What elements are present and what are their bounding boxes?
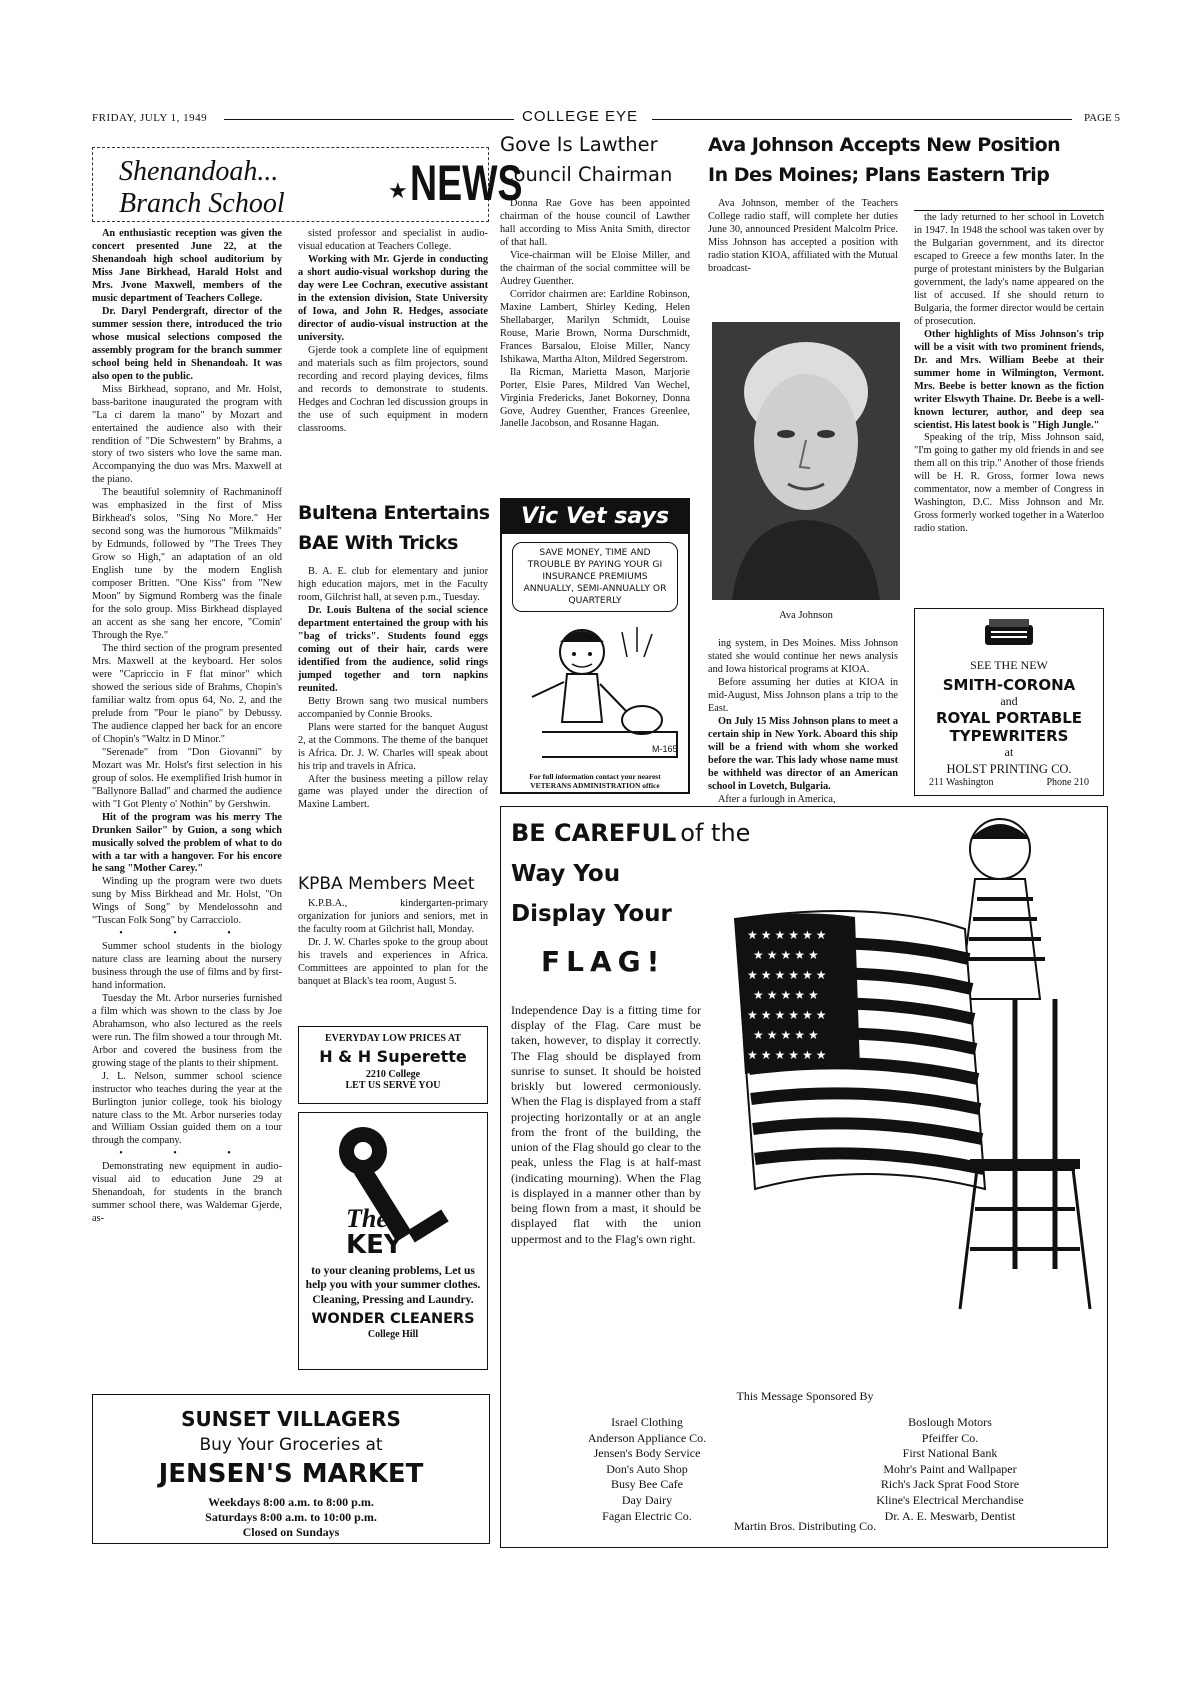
ad-hours: Weekdays 8:00 a.m. to 8:00 p.m. <box>208 1495 374 1509</box>
sponsor-name: Martin Bros. Distributing Co. <box>733 1519 877 1533</box>
ad-phone: Phone 210 <box>1046 777 1089 788</box>
key-logo-key: KEY <box>346 1230 403 1260</box>
sponsor-name: Jensen's Body Service <box>593 1446 701 1461</box>
bultena-article <box>298 566 488 858</box>
paragraph: Ava Johnson, member of the Teachers College radio staff, will complete her duties June 30, announced President Malcolm Price. Miss Johnson has accepted a position with radio station KIOA, affiliated with the Mutual broadcast- <box>708 198 898 274</box>
headline-line: Bultena Entertains <box>298 502 490 524</box>
paragraph: Tuesday the Mt. Arbor nurseries furnished a film which was shown to the class by Joe Abrahamson, who also lectured as the reels were run. The film showed a tour through Mt. Arbor and covered the business from the growing stage of the plants to their shipment. <box>92 992 282 1069</box>
ad-line: SEE THE NEW <box>970 658 1048 672</box>
headline-line: Gove Is Lawther <box>500 133 658 156</box>
paragraph: Donna Rae Gove has been appointed chairman of the house council of Lawther hall according to Miss Anita Smith, director of that hall. <box>500 198 690 248</box>
paragraph: Miss Birkhead, soprano, and Mr. Holst, bass-baritone inaugurated the program with "La ci darem la mano" by Mozart and entertained the audience also with their rendition of "Die Schwestern" by Brahms, a story of two sisters who love the same man. Accompanying the duo was Mrs. Maxwell at the piano. <box>92 383 282 486</box>
masthead-line1: Shenandoah... <box>119 156 279 187</box>
ad-place: College Hill <box>367 1329 419 1341</box>
header-rule <box>224 119 514 120</box>
sponsor-list-right <box>825 1415 1075 1524</box>
paragraph: Dr. Daryl Pendergraft, director of the summer session there, introduced the trio whose musical selections composed the assembly program for the branch summer school being held in Shenandoah. It was also open to the public. <box>92 305 282 382</box>
page-header <box>92 108 1120 126</box>
sponsor-name: Boslough Motors <box>908 1415 992 1429</box>
photo-caption: Ava Johnson <box>779 610 833 621</box>
paragraph: Other highlights of Miss Johnson's trip will be a visit with two prominent friends, Dr. and Mrs. William Beebe at their summer home in Wilmington, Vermont. Mrs. Beebe is better known as the fiction writer Elswyth Thaine. Dr. Beebe is a well-known lecturer, author, and deep sea scientist. His latest book is "High Jungle." <box>914 328 1104 431</box>
shenandoah-masthead <box>92 147 523 222</box>
shenandoah-article-col1 <box>92 228 282 1405</box>
paragraph: Demonstrating new equipment in audio-visual aid to education June 29 at Shenandoah, for students in the branch summer school there, was Waldemar Gjerde, as- <box>92 1161 282 1224</box>
paragraph: Before assuming her duties at KIOA in mid-August, Miss Johnson plans a trip to the East. <box>708 676 898 714</box>
headline-line: In Des Moines; Plans Eastern Trip <box>708 164 1050 186</box>
paragraph: The third section of the program presented Mrs. Maxwell at the keyboard. Her solos were "Capriccio in F flat minor" which showed the serious side of Brahms, Chopin's familiar waltz from opus 64, No. 2, and the prelude from "Pour le piano" by Debussy. The audience clapped her back for an encore of Chopin's "Waltz in D Minor." <box>92 643 282 745</box>
bultena-headline <box>298 498 490 558</box>
sponsor-name: Kline's Electrical Merchandise <box>876 1492 1024 1507</box>
superette-ad <box>298 1026 488 1104</box>
sponsor-name: Pfeiffer Co. <box>921 1430 979 1445</box>
separator-dots: • • • <box>119 1148 255 1160</box>
key-logo-the: The <box>346 1204 388 1233</box>
ad-store-name: JENSEN'S MARKET <box>158 1459 424 1489</box>
headline-part: Way You <box>511 861 621 887</box>
header-date: FRIDAY, JULY 1, 1949 <box>92 112 208 124</box>
ad-store-name: H & H Superette <box>319 1047 467 1066</box>
ad-line: EVERYDAY LOW PRICES AT <box>324 1033 462 1044</box>
ad-title: Vic Vet says <box>502 500 688 534</box>
masthead-line2: Branch School <box>119 188 285 219</box>
sponsor-name: Mohr's Paint and Wallpaper <box>883 1461 1017 1476</box>
paragraph: Speaking of the trip, Miss Johnson said, "I'm going to gather my old friends in and see them all on this trip." Another of those friends will be H. R. Gross, former Iowa news commentator, now a member of Congress in Washington, D.C. Miss Johnson and Mr. Gross formerly worked together in a Waterloo radio station. <box>914 432 1104 535</box>
ad-code: M-165 <box>652 743 678 754</box>
ad-line: Buy Your Groceries at <box>199 1435 383 1455</box>
masthead-news: NEWS <box>410 155 523 211</box>
sponsor-name: Busy Bee Cafe <box>611 1477 683 1492</box>
star-icon: ★ <box>388 178 408 203</box>
ad-footer: For full information contact your nearest <box>529 772 661 781</box>
ad-store-name: HOLST PRINTING CO. <box>946 762 1072 776</box>
sponsor-name: Day Dairy <box>621 1492 673 1507</box>
kpba-article <box>298 898 488 1016</box>
sponsor-name: Fagan Electric Co. <box>602 1508 692 1523</box>
sponsor-list-left <box>537 1415 757 1524</box>
paragraph: "Serenade" from "Don Giovanni" by Mozart was Mr. Holst's first selection in his group of solos. He exemplified Irish humor in "Ballynore Ballad" and charmed the audience with "I Got Plenty o' Nothin" by Gershwin. <box>92 746 282 810</box>
paragraph: ing system, in Des Moines. Miss Johnson stated she would continue her news analysis and Iowa historical programs at KIOA. <box>708 638 898 675</box>
shenandoah-article-col2 <box>298 228 488 488</box>
sponsor-name: Dr. A. E. Meswarb, Dentist <box>884 1508 1016 1523</box>
svg-text:★ ★ ★ ★ ★: ★ ★ ★ ★ ★ <box>753 988 819 1002</box>
svg-text:★ ★ ★ ★ ★ ★: ★ ★ ★ ★ ★ ★ <box>747 928 827 942</box>
paragraph: Betty Brown sang two musical numbers accompanied by Connie Brooks. <box>298 695 488 720</box>
ad-brand: TYPEWRITERS <box>949 727 1069 745</box>
headline-part: of the <box>680 819 751 847</box>
paragraph: K.P.B.A., kindergarten-primary organization for juniors and seniors, met in the faculty room at Gilchrist hall, Monday. <box>298 898 488 935</box>
paragraph: the lady returned to her school in Lovetch in 1947. In 1948 the school was taken over by the Bulgarian government, and its director escaped to Greece a few months later. In the purge of protestant ministers by the Bulgarian government, the lady's name appeared on the list of accused. If she should return to Bulgaria, the former director would be certain of prosecution. <box>914 212 1104 327</box>
separator-dots: • • • <box>119 928 255 940</box>
headline-part: Display Your <box>511 901 672 927</box>
gove-article <box>500 198 690 488</box>
vic-vet-cartoon <box>502 612 688 762</box>
paragraph: Plans were started for the banquet August 2, at the Commons. The theme of the banquet is Africa. Dr. J. W. Charles will speak about his trip and travels in Africa. <box>298 721 488 772</box>
ad-line: SUNSET VILLAGERS <box>181 1407 401 1431</box>
ad-text: to your cleaning problems, Let us help you with your summer clothes. Cleaning, Pressing and Laundry. <box>305 1265 481 1306</box>
paragraph: An enthusiastic reception was given the concert presented June 22, at the Shenandoah high school auditorium by Miss Jane Birkhead, Harald Holst and Mrs. Jvone Maxwell, members of the music department of Teachers College. <box>92 228 282 304</box>
ad-hours: Saturdays 8:00 a.m. to 10:00 p.m. <box>205 1510 377 1524</box>
flag-ad <box>500 806 1108 1548</box>
paragraph: Vice-chairman will be Eloise Miller, and the chairman of the social committee will be Audrey Guenther. <box>500 249 690 287</box>
headline-line: BAE With Tricks <box>298 532 458 554</box>
american-flag <box>735 911 985 1189</box>
jensens-market-ad <box>92 1394 490 1544</box>
wonder-cleaners-ad <box>298 1112 488 1370</box>
ad-footer: VETERANS ADMINISTRATION office <box>530 781 660 790</box>
column-rule <box>914 210 1104 211</box>
paragraph: Gjerde took a complete line of equipment and materials such as film projectors, sound recording and record playing devices, films and records to demonstrate to students. Hedges and Cochran led discussion groups in the use of such equipment in modern classrooms. <box>298 344 488 434</box>
paragraph: sisted professor and specialist in audio-visual education at Teachers College. <box>298 228 488 252</box>
paragraph: Hit of the program was his merry The Drunken Sailor" by Guion, a song which musically solved the problem of what to do with a tar with a hangover. For his encore he sang "Mother Carey." <box>92 811 282 875</box>
paragraph: On July 15 Miss Johnson plans to meet a certain ship in New York. Aboard this ship will be a friend with whom she worked before the war. This lady whose name must be withheld was director of an American school in Lovetch, Bulgaria. <box>708 715 898 792</box>
header-page: PAGE 5 <box>1084 112 1120 124</box>
typewriter-ad <box>914 608 1104 796</box>
headline-flag: FLAG! <box>541 945 666 978</box>
flag-article: Independence Day is a fitting time for display of the Flag. Care must be taken, however, to display it correctly. The Flag should be displayed from sunrise to sunset. It should be hoisted briskly but lowered cermoniously. When the Flag is displayed from a staff projecting horizontally or at an angle from the front of the building, the union of the Flag should go clear to the peak, unless the Flag is at half-mast (indicating mourning). When the Flag is displayed in a manner other than by being flown from a mast, it should be displayed flat with the union uppermost and to the Flag's own right. <box>511 1003 701 1246</box>
paragraph: B. A. E. club for elementary and junior high education majors, met in the Faculty room, Gilchrist hall, at seven p.m., Tuesday. <box>298 566 488 603</box>
ad-address: 211 Washington <box>929 777 994 788</box>
speech-bubble: SAVE MONEY, TIME AND TROUBLE BY PAYING YOUR GI INSURANCE PREMIUMS ANNUALLY, SEMI-ANNUALLY OR QUARTERLY <box>512 542 678 612</box>
svg-text:★ ★ ★ ★ ★ ★: ★ ★ ★ ★ ★ ★ <box>747 1048 827 1062</box>
gove-headline <box>500 130 700 190</box>
ava-johnson-photo <box>712 322 900 600</box>
ad-line: at <box>1004 745 1014 759</box>
sponsor-name: Don's Auto Shop <box>606 1461 688 1476</box>
sponsor-name: Rich's Jack Sprat Food Store <box>880 1477 1020 1492</box>
ad-store-name: WONDER CLEANERS <box>311 1311 475 1328</box>
paragraph: Winding up the program were two duets sung by Miss Birkhead and Mr. Holst, "On Wings of Song" by Mendelossohn and "Tuscan Folk Song" by Carracciolo. <box>92 876 282 927</box>
ava-article-cont <box>708 638 898 805</box>
sponsor-name: First National Bank <box>902 1446 998 1461</box>
sponsored-line: This Message Sponsored By <box>736 1389 874 1403</box>
headline-part: BE CAREFUL <box>511 819 677 847</box>
ad-line: and <box>1000 694 1018 708</box>
boy-with-flag-illustration <box>715 809 1101 1319</box>
paragraph: The beautiful solemnity of Rachmaninoff was emphasized in the first of Miss Birkhead's solos, "Sing No More." Her second song was the humorous "Milkmaids" by Edmunds, followed by "The Trees They Grow so High," an adaptation of an old English tune by the modern English composer Britten. "One Kiss" from "New Moon" by Sigmund Romberg was the finale for the solo group. Miss Birkhead displayed an accent as she sang her encore, "Comin' Through the Rye." <box>92 487 282 642</box>
typewriter-icon <box>979 615 1039 647</box>
paragraph: Dr. Louis Bultena of the social science department entertained the group with his "bag of tricks". Students found eggs coming out of their hair, cards were identified from the audience, solid rings jumped together and torn napkins reunited. <box>298 604 488 694</box>
header-paper-name: COLLEGE EYE <box>522 108 639 125</box>
svg-text:★ ★ ★ ★ ★: ★ ★ ★ ★ ★ <box>753 948 819 962</box>
paragraph: Summer school students in the biology nature class are learning about the nursery business through the use of films and by first-hand information. <box>92 940 282 991</box>
sponsor-name: Anderson Appliance Co. <box>587 1430 707 1445</box>
ad-hours: Closed on Sundays <box>242 1525 340 1539</box>
paragraph: After the business meeting a pillow relay game was played under the direction of Maxine Lambert. <box>298 773 488 811</box>
vic-vet-ad <box>500 498 690 794</box>
svg-text:★ ★ ★ ★ ★: ★ ★ ★ ★ ★ <box>753 1028 819 1042</box>
paragraph: J. L. Nelson, summer school science instructor who teaches during the year at the Burlington junior college, took his biology nature class to the Mt. Arbor nurseries today and William Ossian guided them on a tour through the company. <box>92 1070 282 1147</box>
ava-headline <box>708 130 1128 190</box>
svg-text:★ ★ ★ ★ ★ ★: ★ ★ ★ ★ ★ ★ <box>747 1008 827 1022</box>
sponsor-name: Israel Clothing <box>611 1415 683 1429</box>
ad-brand: ROYAL PORTABLE <box>935 709 1083 727</box>
ad-brand: SMITH-CORONA <box>942 676 1076 694</box>
kpba-headline: KPBA Members Meet <box>298 874 475 894</box>
paragraph: Working with Mr. Gjerde in conducting a short audio-visual workshop during the day were Lee Cochran, executive assistant in the extension division, State University of Iowa, and John R. Hedges, associate director of audio-visual instruction at the university. <box>298 253 488 343</box>
paragraph: After a furlough in America, <box>718 793 836 805</box>
key-icon <box>318 1119 468 1259</box>
ava-article-right <box>914 212 1104 592</box>
ava-intro <box>708 198 898 318</box>
ad-address: 2210 College <box>365 1069 421 1080</box>
paragraph: Dr. J. W. Charles spoke to the group about his travels and experiences in Africa. Committees are appointed to plan for the banquet at Black's tea room, August 5. <box>298 936 488 987</box>
paragraph: Ila Ricman, Marietta Mason, Marjorie Porter, Elsie Pares, Mildred Van Wechel, Virginia Fredericks, Janet Bokorney, Donna Gove, Audrey Guenther, Frances Greenlee, Janelle Jacobson, and Rosanne Hagan. <box>500 366 690 430</box>
headline-line: Ava Johnson Accepts New Position <box>708 134 1061 156</box>
portrait-image <box>712 322 900 600</box>
paragraph: Corridor chairmen are: Earldine Robinson, Maxine Lambert, Shirley Keding, Helen Shellabarger, Marilyn Schmidt, Louise Rouse, Marie Brown, Norma Durschmidt, Frances Barsalou, Eloise Miller, Nancy Ishikawa, Martha Alton, Mildred Segerstrom. <box>500 288 690 365</box>
ad-slogan: LET US SERVE YOU <box>345 1080 441 1091</box>
headline-line: Council Chairman <box>500 163 673 186</box>
svg-text:★ ★ ★ ★ ★ ★: ★ ★ ★ ★ ★ ★ <box>747 968 827 982</box>
header-rule <box>652 119 1072 120</box>
